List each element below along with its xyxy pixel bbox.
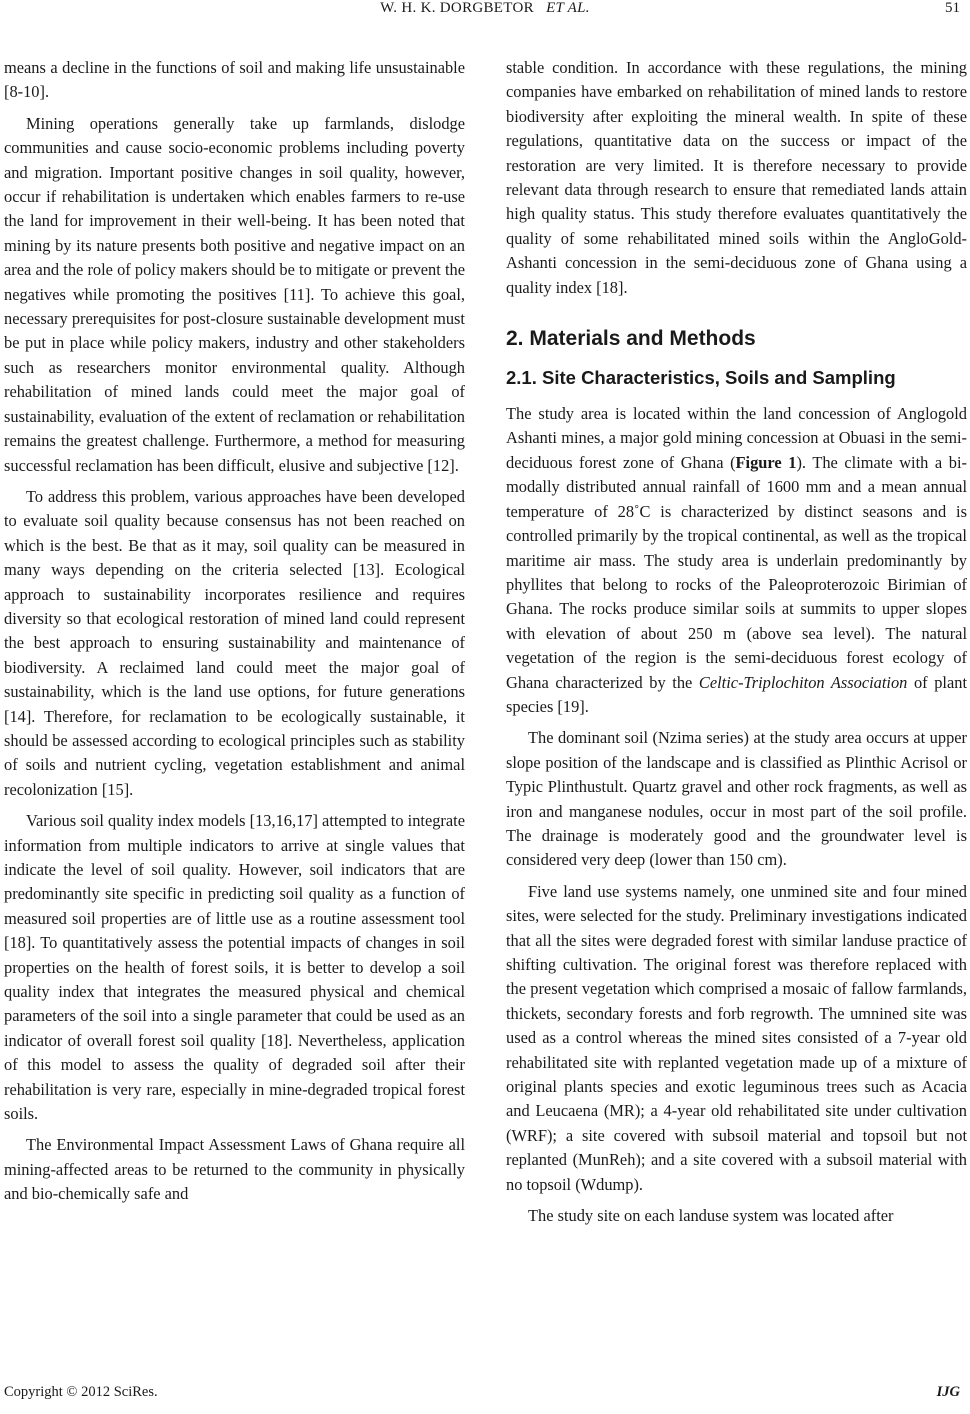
journal-abbreviation: IJG bbox=[936, 1384, 960, 1400]
right-column bbox=[506, 56, 967, 1235]
paragraph: The Environmental Impact Assessment Laws of Ghana require all mining-affected areas to be returned to the community in physically and bio-chemically safe and bbox=[4, 1135, 465, 1204]
left-column bbox=[4, 56, 465, 1214]
paragraph: stable condition. In accordance with these regulations, the mining companies have embarked on rehabilitation of mined lands to restore biodiversity after exploiting the mineral wealth. In spite of these regulations, quantitative data on the success or impact of the restoration are very limited. It is therefore necessary to provide relevant data through research to ensure that remediated lands attain high quality status. This study therefore evaluates quantitatively the quality of some rehabilitated mined soils within the AngloGold-Ashanti concession in the semi-deciduous zone of Ghana using a quality index [18]. bbox=[506, 58, 967, 297]
paragraph: means a decline in the functions of soil and making life unsustainable [8-10]. bbox=[4, 58, 465, 102]
figure-reference-link[interactable]: Figure 1 bbox=[735, 452, 797, 472]
page-footer bbox=[0, 1384, 970, 1406]
species-name: Celtic-Triplochiton Association bbox=[698, 672, 908, 692]
running-head-authors: W. H. K. DORGBETOR ET AL. bbox=[380, 0, 590, 16]
running-head bbox=[0, 0, 970, 24]
paragraph: Five land use systems namely, one unmined site and four mined sites, were selected for the study. Preliminary investigations indicated that all the sites were degraded forest with similar landuse practice of shifting cultivation. The original forest was therefore replaced with the present vegetation which comprised a mosaic of fallow farmlands, thickets, secondary forests and forb regrowth. The umnined site was used as a control whereas the mined sites consisted of a 7-year old rehabilitated site with replanted vegetation made up of a mixture of original plants species and exotic leguminous trees such as Acacia and Leucaena (MR); a 4-year old rehabilitated site under cultivation (WRF); a site covered with subsoil material and topsoil but not replanted (MunReh); and a site covered with a subsoil material with no topsoil (Wdump). bbox=[506, 881, 967, 1194]
section-heading: 2. Materials and Methods bbox=[506, 327, 756, 351]
page-number: 51 bbox=[945, 0, 960, 16]
copyright-notice: Copyright © 2012 SciRes. bbox=[4, 1384, 158, 1400]
subsection-heading: 2.1. Site Characteristics, Soils and Sampling bbox=[506, 367, 896, 389]
paragraph: The study area is located within the land concession of Anglogold Ashanti mines, a major gold mining concession at Obuasi in the semi-deciduous forest zone of Ghana (Figure 1). The climate with a bi-modally distributed annual rainfall of 1600 mm and a mean annual temperature of 28˚C is characterized by distinct seasons and is controlled primarily by the tropical continental, as well as the tropical maritime air mass. The study area is underlain predominantly by phyllites that belong to rocks of the Paleoproterozoic Birimian of Ghana. The rocks produce similar soils at summits to upper slopes with elevation of about 250 m (above sea level). The natural vegetation of the region is the semi-deciduous forest ecology of Ghana characterized by the Celtic-Triplochiton Association of plant species [19]. bbox=[506, 404, 967, 716]
paragraph: Various soil quality index models [13,16,17] attempted to integrate information from multiple indicators to arrive at single values that indicate the level of soil quality. However, soil indicators that are predominantly site specific in predicting soil quality as a function of measured soil properties are of little use as a routine assessment tool [18]. To quantitatively assess the potential impacts of changes in soil properties on the health of forest soils, it is better to develop a soil quality index that integrates the measured physical and chemical parameters of the soil into a single parameter that could be used as an indicator of overall forest soil quality [18]. Nevertheless, application of this model to assess the quality of degraded soil after their rehabilitation is very rare, especially in mine-degraded tropical forest soils. bbox=[4, 811, 465, 1124]
running-head-et-al: ET AL. bbox=[546, 0, 590, 16]
paragraph: The study site on each landuse system was located after bbox=[528, 1206, 894, 1226]
paragraph: To address this problem, various approaches have been developed to evaluate soil quality because consensus has not been reached on which is the best. Be that as it may, soil quality can be measured in many ways depending on the criteria selected [13]. Ecological approach to sustainability incorporates resilience and requires diversity so that ecological restoration of mined land could represent the best approach to ensuring sustainability and maintenance of biodiversity. A reclaimed land could meet the major goal of sustainability, which is the land use options, for future generations [14]. Therefore, for reclamation to be ecologically sustainable, it should be assessed according to ecological principles such as stability of soils and nutrient cycling, vegetation establishment and animal recolonization [15]. bbox=[4, 486, 465, 799]
paragraph: Mining operations generally take up farmlands, dislodge communities and cause socio-economic problems including poverty and migration. Important positive changes in soil quality, however, occur if rehabilitation is undertaken which enables farmers to re-use the land for improvement in their well-being. It has been noted that mining by its nature presents both positive and negative impact on an area and the role of policy makers should be to mitigate or prevent the negatives while promoting the positives [11]. To achieve this goal, necessary prerequisites for post-closure sustainable development must be put in place while policy makers, industry and other stakeholders such as researchers monitor environmental quality. Although rehabilitation of mined lands could meet the major goal of sustainability, evaluation of the extent of reclamation or rehabilitation remains the greatest challenge. Furthermore, a method for measuring successful reclamation has been difficult, elusive and subjective [12]. bbox=[4, 113, 465, 475]
paragraph: The dominant soil (Nzima series) at the study area occurs at upper slope position of the landscape and is classified as Plinthic Acrisol or Typic Plinthustult. Quartz gravel and other rock fragments, as well as iron and manganese nodules, occur in most part of the soil profile. The drainage is moderately good and the groundwater level is considered very deep (lower than 150 cm). bbox=[506, 728, 967, 870]
